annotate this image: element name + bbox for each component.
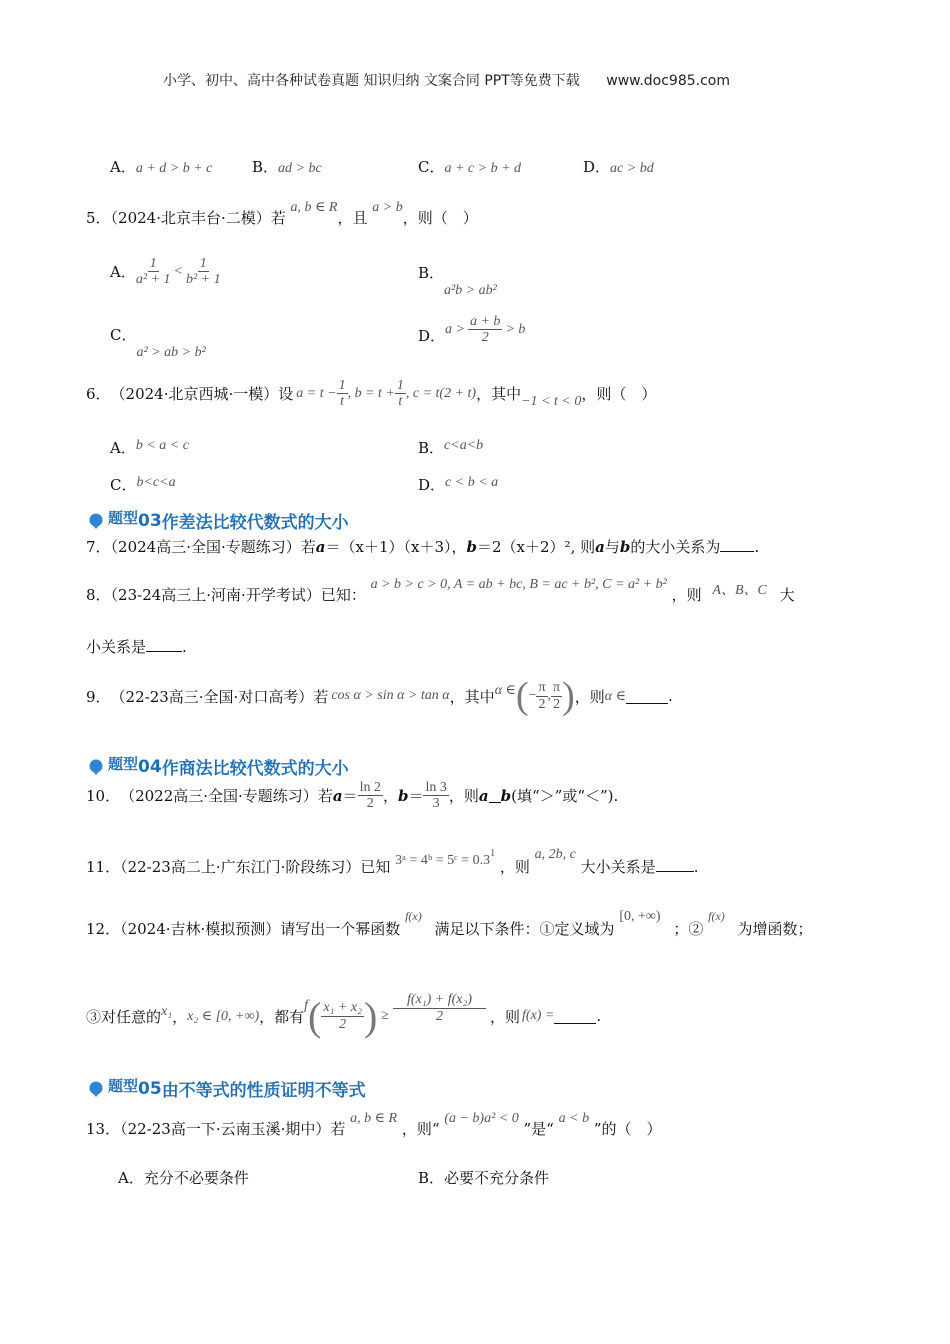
q13-option-b: B．必要不充分条件 bbox=[418, 1169, 550, 1187]
question-6: 6． （2024·北京西城·一模）设 a = t − $\frac{1}{t}$ , b = t + $\frac{1}{t}$ , c = t(2 + t) ，其中 −1 < t < 0 ，则（ ） bbox=[86, 378, 657, 410]
answer-blank[interactable] bbox=[720, 537, 754, 552]
q4-option-c: C．a + c > b + d bbox=[418, 158, 522, 176]
question-8-line2: 小关系是 . bbox=[86, 638, 187, 656]
question-10: 10． （2022高三·全国·专题练习）若 a ＝ $\frac{\ln 2}{2}$ ， b ＝ $\frac{\ln 3}{3}$ ，则 a b (填“＞”或“＜”) . bbox=[86, 780, 619, 812]
q4-option-d: D．ac > bd bbox=[583, 158, 654, 176]
location-pin-icon bbox=[88, 513, 104, 529]
answer-blank[interactable] bbox=[146, 637, 182, 652]
header-site[interactable]: www.doc985.com bbox=[606, 73, 730, 89]
section-heading-04: 题型 04 作商法比较代数式的大小 bbox=[88, 754, 349, 779]
question-12: 12．（2024·吉林·模拟预测）请写出一个幂函数 $^{f(x)}$ 满足以下条件：①定义域为 [0, +∞) ；② $^{f(x)}$ 为增函数； bbox=[86, 909, 813, 938]
question-7: 7．（2024高三·全国·专题练习）若a＝（x＋1）（x＋3），b＝2（x＋2）², 则a与b的大小关系为 . bbox=[86, 538, 760, 556]
q13-option-a: A．充分不必要条件 bbox=[118, 1169, 249, 1187]
q6-option-a: A．b < a < c bbox=[110, 438, 189, 457]
q6-option-b: B．c<a<b bbox=[418, 438, 484, 457]
section-heading-05: 题型 05 由不等式的性质证明不等式 bbox=[88, 1076, 366, 1101]
q5-option-c: C．a² > ab > b² bbox=[110, 326, 206, 360]
q5-option-d: D． a > $\frac{a + b}{2}$ > b bbox=[418, 314, 526, 346]
answer-blank[interactable] bbox=[554, 1009, 596, 1024]
answer-blank[interactable] bbox=[489, 788, 501, 803]
q5-option-a: A． $\frac{1}{\text{a² + 1}}$ < $\frac{1}{\text{b² + 1}}$ bbox=[110, 256, 221, 288]
q4-option-a: A．a + d > b + c bbox=[110, 158, 213, 176]
section-heading-03: 题型 03 作差法比较代数式的大小 bbox=[88, 508, 349, 533]
q6-option-d: D．c < b < a bbox=[418, 475, 499, 494]
question-11: 11．（22-23高二上·广东江门·阶段练习）已知 3ᵃ = 4ᵇ = 5ᶜ = $0.3^1$ ，则 a, 2b, c 大小关系是 . bbox=[86, 847, 699, 876]
q5-option-b: B．a²b > ab² bbox=[418, 264, 497, 298]
question-8: 8．（23-24高三上·河南·开学考试）已知： a > b > c > 0, A = ab + bc, B = ac + b², C = a² + b² ，则 A、B、C 大 bbox=[86, 577, 795, 604]
q6-option-c: C．b<c<a bbox=[110, 475, 176, 494]
question-9: 9． （22-23高三·全国·对口高考）若 cos α > sin α > tan α ，其中 α ∈ ( − $\frac{\pi}{2}$ , $\frac{\pi}{2}$ ) ，则 α ∈ . bbox=[86, 675, 673, 717]
question-13: 13．（22-23高一下·云南玉溪·期中）若 a, b ∈ R ，则“ (a − b)a² < 0 ”是“ a < b ”的（ ） bbox=[86, 1111, 662, 1138]
location-pin-icon bbox=[88, 1081, 104, 1097]
location-pin-icon bbox=[88, 759, 104, 775]
page-header bbox=[163, 70, 730, 90]
answer-blank[interactable] bbox=[626, 689, 668, 704]
question-12-line2: ③对任意的 x₁ ， x₂ ∈ [0, +∞) ，都有 f ( $\frac{\text{x₁ + x₂}}{2}$ ) ≥ $\frac{\text{f(x₁) + f(x₂)}}{2}$ ，则 f(x) = . bbox=[86, 992, 602, 1039]
header-text: 小学、初中、高中各种试卷真题 知识归纳 文案合同 PPT等免费下载 bbox=[163, 73, 580, 89]
question-5: 5．（2024·北京丰台·二模）若 a, b ∈ R，且 a > b，则（ ） bbox=[86, 200, 478, 227]
answer-blank[interactable] bbox=[656, 857, 694, 872]
q4-option-b: B．ad > bc bbox=[252, 158, 322, 176]
